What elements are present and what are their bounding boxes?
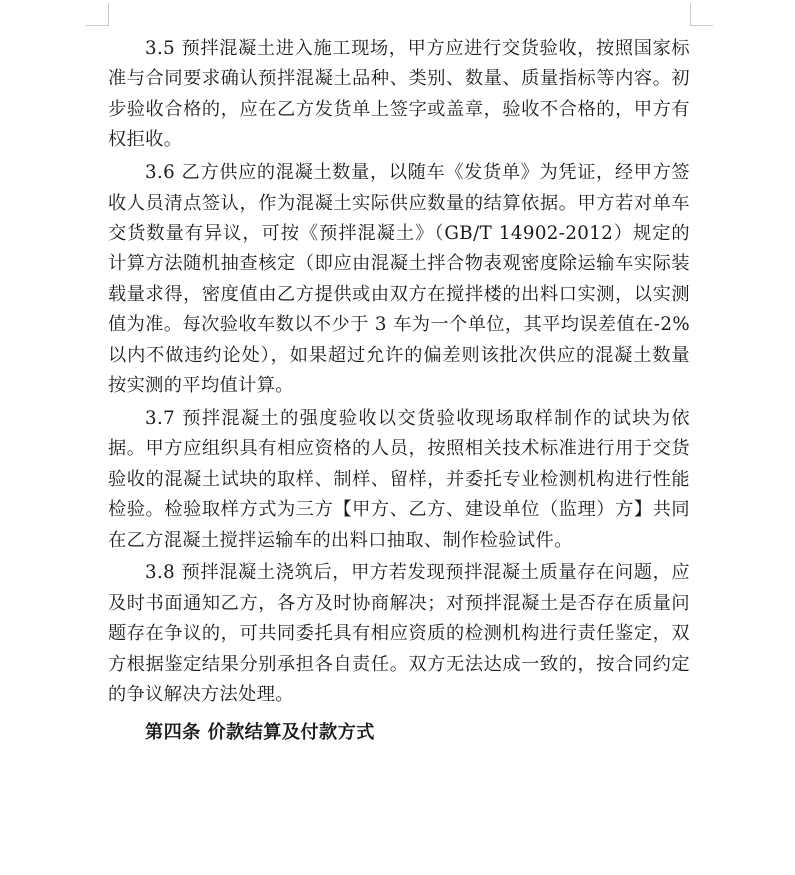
clause-3-6[interactable]: 3.6 乙方供应的混凝土数量，以随车《发货单》为凭证，经甲方签收人员清点签认，作为混凝土实际供应数量的结算依据。甲方若对单车交货数量有异议，可按《预拌混凝土》（GB/T 14902-2012）规定的计算方法随机抽查核定（即应由混凝土拌合物表观密度除运输车实际装载量求得，密度值由乙方提供或由双方在搅拌楼的出料口实测，以实测值为准。每次验收车数以不少于 3 车为一个单位，其平均误差值在-2%以内不做违约论处），如果超过允许的偏差则该批次供应的混凝土数量按实测的平均值计算。: [108, 162, 690, 396]
clause-3-8[interactable]: 3.8 预拌混凝土浇筑后，甲方若发现预拌混凝土质量存在问题，应及时书面通知乙方，各方及时协商解决；对预拌混凝土是否存在质量问题存在争议的，可共同委托具有相应资质的检测机构进行责任鉴定，双方根据鉴定结果分别承担各自责任。双方无法达成一致的，按合同约定的争议解决方法处理。: [108, 562, 690, 706]
clause-3-7[interactable]: 3.7 预拌混凝土的强度验收以交货验收现场取样制作的试块为依据。甲方应组织具有相应资格的人员，按照相关技术标准进行用于交货验收的混凝土试块的取样、制样、留样，并委托专业检测机构进行性能检验。检验取样方式为三方【甲方、乙方、建设单位（监理）方】共同在乙方混凝土搅拌运输车的出料口抽取、制作检验试件。: [108, 407, 690, 551]
clause-3-5[interactable]: 3.5 预拌混凝土进入施工现场，甲方应进行交货验收，按照国家标准与合同要求确认预拌混凝土品种、类别、数量、质量指标等内容。初步验收合格的，应在乙方发货单上签字或盖章，验收不合格的，甲方有权拒收。: [108, 38, 690, 151]
margin-corner-mark-top-left: [86, 3, 109, 26]
document-body[interactable]: [108, 34, 690, 749]
margin-corner-mark-top-right: [690, 3, 713, 26]
article-4-heading[interactable]: 第四条 价款结算及付款方式: [145, 722, 375, 744]
